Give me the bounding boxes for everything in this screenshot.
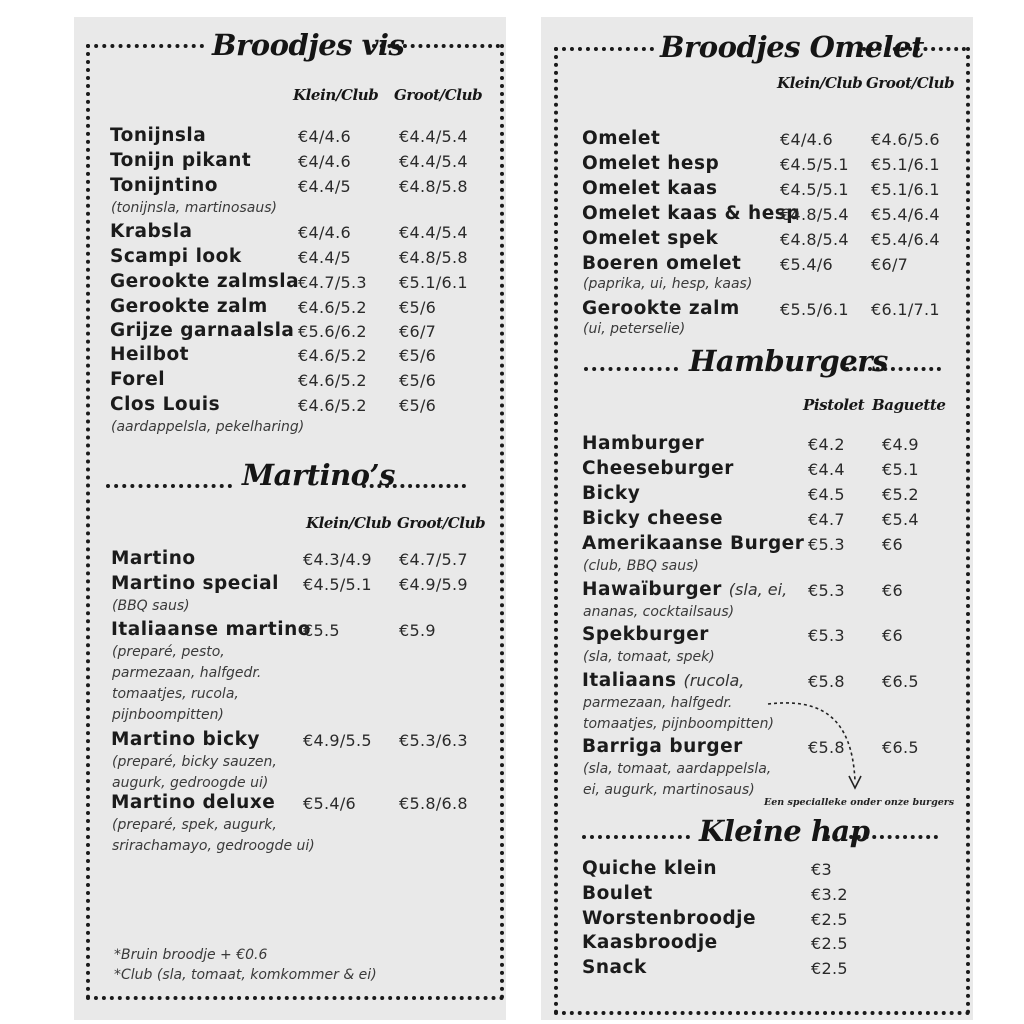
dotted-line — [86, 44, 204, 48]
price-small: €4.6/5.2 — [298, 396, 367, 415]
footnote-club: *Club (sla, tomaat, komkommer & ei) — [114, 967, 377, 983]
price-large: €5.4 — [882, 510, 919, 529]
price-small: €4.5 — [808, 485, 845, 504]
price-large: €4.9 — [882, 435, 919, 454]
price-large: €4.4/5.4 — [399, 127, 468, 146]
price-large: €5.1/6.1 — [399, 273, 468, 292]
price: €3 — [811, 860, 832, 879]
menu-item-note: ei, augurk, martinosaus) — [583, 782, 755, 798]
menu-item-note: (paprika, ui, hesp, kaas) — [583, 276, 753, 292]
dotted-line — [106, 484, 232, 488]
price-large: €5.8/6.8 — [399, 794, 468, 813]
column-header-klein-club: Klein/Club — [306, 514, 392, 532]
price-large: €5/6 — [399, 371, 437, 390]
menu-item-name — [582, 433, 704, 454]
menu-item-note: (tonijnsla, martinosaus) — [111, 200, 277, 216]
price-small: €4.5/5.1 — [780, 180, 849, 199]
menu-item-label: Barriga burger — [582, 736, 743, 757]
menu-item-note: (BBQ saus) — [112, 598, 190, 614]
menu-item-label: Amerikaanse Burger — [582, 533, 805, 554]
menu-item-label: Martino special — [111, 573, 279, 594]
price-small: €5.3 — [808, 581, 845, 600]
dotted-line — [584, 367, 678, 371]
price-small: €4.3/4.9 — [303, 550, 372, 569]
price-large: €6 — [882, 626, 903, 645]
menu-item-name — [582, 736, 743, 757]
price-large: €5/6 — [399, 298, 437, 317]
price-large: €6 — [882, 581, 903, 600]
menu-item-note: (preparé, spek, augurk, — [112, 817, 277, 833]
column-header-klein-club: Klein/Club — [293, 86, 379, 104]
section-title-broodjes-omelet: Broodjes Omelet — [660, 30, 924, 64]
price-large: €4.4/5.4 — [399, 223, 468, 242]
price-small: €4/4.6 — [780, 130, 833, 149]
menu-item-note: (sla, tomaat, spek) — [583, 649, 715, 665]
price-small: €4.2 — [808, 435, 845, 454]
menu-item-note: parmezaan, halfgedr. — [112, 665, 262, 681]
menu-item-name: Omelet — [582, 128, 661, 149]
menu-item-name — [582, 670, 744, 691]
menu-item-name — [111, 792, 275, 813]
menu-item-name — [111, 729, 260, 750]
menu-item-name: Omelet kaas & hesp — [582, 203, 800, 224]
price: €3.2 — [811, 885, 848, 904]
menu-item-note: augurk, gedroogde ui) — [112, 775, 269, 791]
price-large: €5.1 — [882, 460, 919, 479]
dotted-line — [582, 835, 690, 839]
menu-item-label: Bicky cheese — [582, 508, 724, 529]
column-header-pistolet: Pistolet — [803, 396, 865, 414]
menu-item-name — [582, 483, 640, 504]
menu-item-name — [582, 533, 804, 554]
menu-item-note: (preparé, bicky sauzen, — [112, 754, 277, 770]
menu-item-name: Gerookte zalm — [582, 298, 740, 319]
section-title-hamburgers: Hamburgers — [689, 344, 888, 378]
menu-item-note: (preparé, pesto, — [112, 644, 225, 660]
menu-item-name: Boulet — [582, 883, 653, 904]
column-header-klein-club: Klein/Club — [777, 74, 863, 92]
price-large: €6 — [882, 535, 903, 554]
price-large: €5.9 — [399, 621, 436, 640]
price-small: €4.4/5 — [298, 177, 351, 196]
price-small: €4/4.6 — [298, 152, 351, 171]
price-small: €4.7/5.3 — [298, 273, 367, 292]
menu-item-note: (club, BBQ saus) — [583, 558, 699, 574]
menu-item-name: Tonijnsla — [110, 125, 207, 146]
price: €2.5 — [811, 910, 848, 929]
menu-item-note: parmezaan, halfgedr. — [583, 695, 733, 711]
price-large: €5.1/6.1 — [871, 180, 940, 199]
footnote-bruin-broodje: *Bruin broodje + €0.6 — [114, 947, 268, 963]
price-small: €4.8/5.4 — [780, 230, 849, 249]
price-small: €5.3 — [808, 626, 845, 645]
menu-item-name: Quiche klein — [582, 858, 718, 879]
price: €2.5 — [811, 934, 848, 953]
menu-item-note: (ui, peterselie) — [583, 321, 686, 337]
column-header-groot-club: Groot/Club — [394, 86, 483, 104]
menu-item-name: Boeren omelet — [582, 253, 742, 274]
menu-item-name: Worstenbroodje — [582, 908, 757, 929]
menu-item-name — [111, 548, 196, 569]
menu-item-label: Italiaans — [582, 670, 677, 691]
menu-item-name: Tonijn pikant — [110, 150, 252, 171]
price-large: €5.4/6.4 — [871, 230, 940, 249]
menu-item-name — [111, 573, 279, 594]
menu-item-name: Krabsla — [110, 221, 193, 242]
menu-item-label: Martino — [111, 548, 196, 569]
price-small: €5.5 — [303, 621, 340, 640]
price-large: €5.4/6.4 — [871, 205, 940, 224]
price: €2.5 — [811, 959, 848, 978]
section-title-kleine-hap: Kleine hap — [699, 814, 870, 848]
price-small: €5.5/6.1 — [780, 300, 849, 319]
price-small: €4/4.6 — [298, 127, 351, 146]
price-small: €4.4/5 — [298, 248, 351, 267]
price-small: €5.3 — [808, 535, 845, 554]
menu-item-name: Scampi look — [110, 246, 242, 267]
section-title-broodjes-vis: Broodjes vis — [212, 28, 405, 62]
price-large: €6/7 — [871, 255, 909, 274]
menu-item-label: Hawaïburger — [582, 579, 722, 600]
price-small: €4/4.6 — [298, 223, 351, 242]
menu-item-note: pijnboompitten) — [112, 707, 224, 723]
price-small: €4.5/5.1 — [303, 575, 372, 594]
menu-item-label: Hamburger — [582, 433, 705, 454]
menu-item-name — [582, 624, 709, 645]
burger-tagline: Een specialleke onder onze burgers — [764, 797, 955, 808]
section-title-martinos: Martino’s — [242, 458, 395, 492]
price-small: €4.6/5.2 — [298, 298, 367, 317]
menu-item-label: Martino deluxe — [111, 792, 276, 813]
menu-item-name — [582, 458, 734, 479]
price-large: €6/7 — [399, 322, 437, 341]
menu-item-name: Heilbot — [110, 344, 190, 365]
menu-item-name: Grijze garnaalsla — [110, 320, 295, 341]
price-small: €5.8 — [808, 672, 845, 691]
menu-item-inline-note: (sla, ei, — [728, 580, 788, 599]
price-small: €4.8/5.4 — [780, 205, 849, 224]
price-large: €4.4/5.4 — [399, 152, 468, 171]
menu-item-name: Snack — [582, 957, 647, 978]
price-large: €4.8/5.8 — [399, 177, 468, 196]
price-small: €4.5/5.1 — [780, 155, 849, 174]
price-small: €4.9/5.5 — [303, 731, 372, 750]
menu-item-name: Clos Louis — [110, 394, 221, 415]
menu-item-label: Bicky — [582, 483, 641, 504]
menu-item-name: Kaasbroodje — [582, 932, 718, 953]
menu-item-name — [582, 579, 787, 600]
price-large: €4.9/5.9 — [399, 575, 468, 594]
price-small: €4.6/5.2 — [298, 371, 367, 390]
menu-item-name — [582, 508, 723, 529]
menu-item-name: Forel — [110, 369, 166, 390]
menu-item-label: Spekburger — [582, 624, 709, 645]
column-header-groot-club: Groot/Club — [397, 514, 486, 532]
menu-item-note: ananas, cocktailsaus) — [583, 604, 735, 620]
price-large: €5.3/6.3 — [399, 731, 468, 750]
price-large: €4.6/5.6 — [871, 130, 940, 149]
price-small: €5.8 — [808, 738, 845, 757]
price-large: €5.2 — [882, 485, 919, 504]
menu-item-name: Tonijntino — [110, 175, 218, 196]
price-small: €4.7 — [808, 510, 845, 529]
menu-item-name: Omelet kaas — [582, 178, 718, 199]
column-header-groot-club: Groot/Club — [866, 74, 955, 92]
menu-item-label: Cheeseburger — [582, 458, 734, 479]
menu-item-note: tomaatjes, pijnboompitten) — [583, 716, 774, 732]
dotted-line — [554, 47, 654, 51]
price-large: €6.5 — [882, 738, 919, 757]
price-small: €4.6/5.2 — [298, 346, 367, 365]
menu-item-label: Martino bicky — [111, 729, 260, 750]
price-small: €5.4/6 — [780, 255, 833, 274]
menu-item-note: (aardappelsla, pekelharing) — [111, 419, 305, 435]
price-large: €5/6 — [399, 396, 437, 415]
menu-item-name: Gerookte zalmsla — [110, 271, 300, 292]
price-small: €5.4/6 — [303, 794, 356, 813]
price-large: €4.8/5.8 — [399, 248, 468, 267]
menu-item-note: (sla, tomaat, aardappelsla, — [583, 761, 772, 777]
price-large: €4.7/5.7 — [399, 550, 468, 569]
menu-item-name: Gerookte zalm — [110, 296, 268, 317]
price-large: €5/6 — [399, 346, 437, 365]
price-large: €6.1/7.1 — [871, 300, 940, 319]
menu-item-note: srirachamayo, gedroogde ui) — [112, 838, 315, 854]
menu-item-name: Omelet hesp — [582, 153, 720, 174]
menu-item-name: Omelet spek — [582, 228, 719, 249]
menu-item-name — [111, 619, 311, 640]
column-header-baguette: Baguette — [872, 396, 946, 414]
curved-arrow-icon — [760, 696, 870, 796]
menu-item-note: tomaatjes, rucola, — [112, 686, 239, 702]
menu-item-label: Italiaanse martino — [111, 619, 311, 640]
menu-item-inline-note: (rucola, — [683, 671, 745, 690]
price-large: €6.5 — [882, 672, 919, 691]
price-small: €5.6/6.2 — [298, 322, 367, 341]
price-small: €4.4 — [808, 460, 845, 479]
price-large: €5.1/6.1 — [871, 155, 940, 174]
